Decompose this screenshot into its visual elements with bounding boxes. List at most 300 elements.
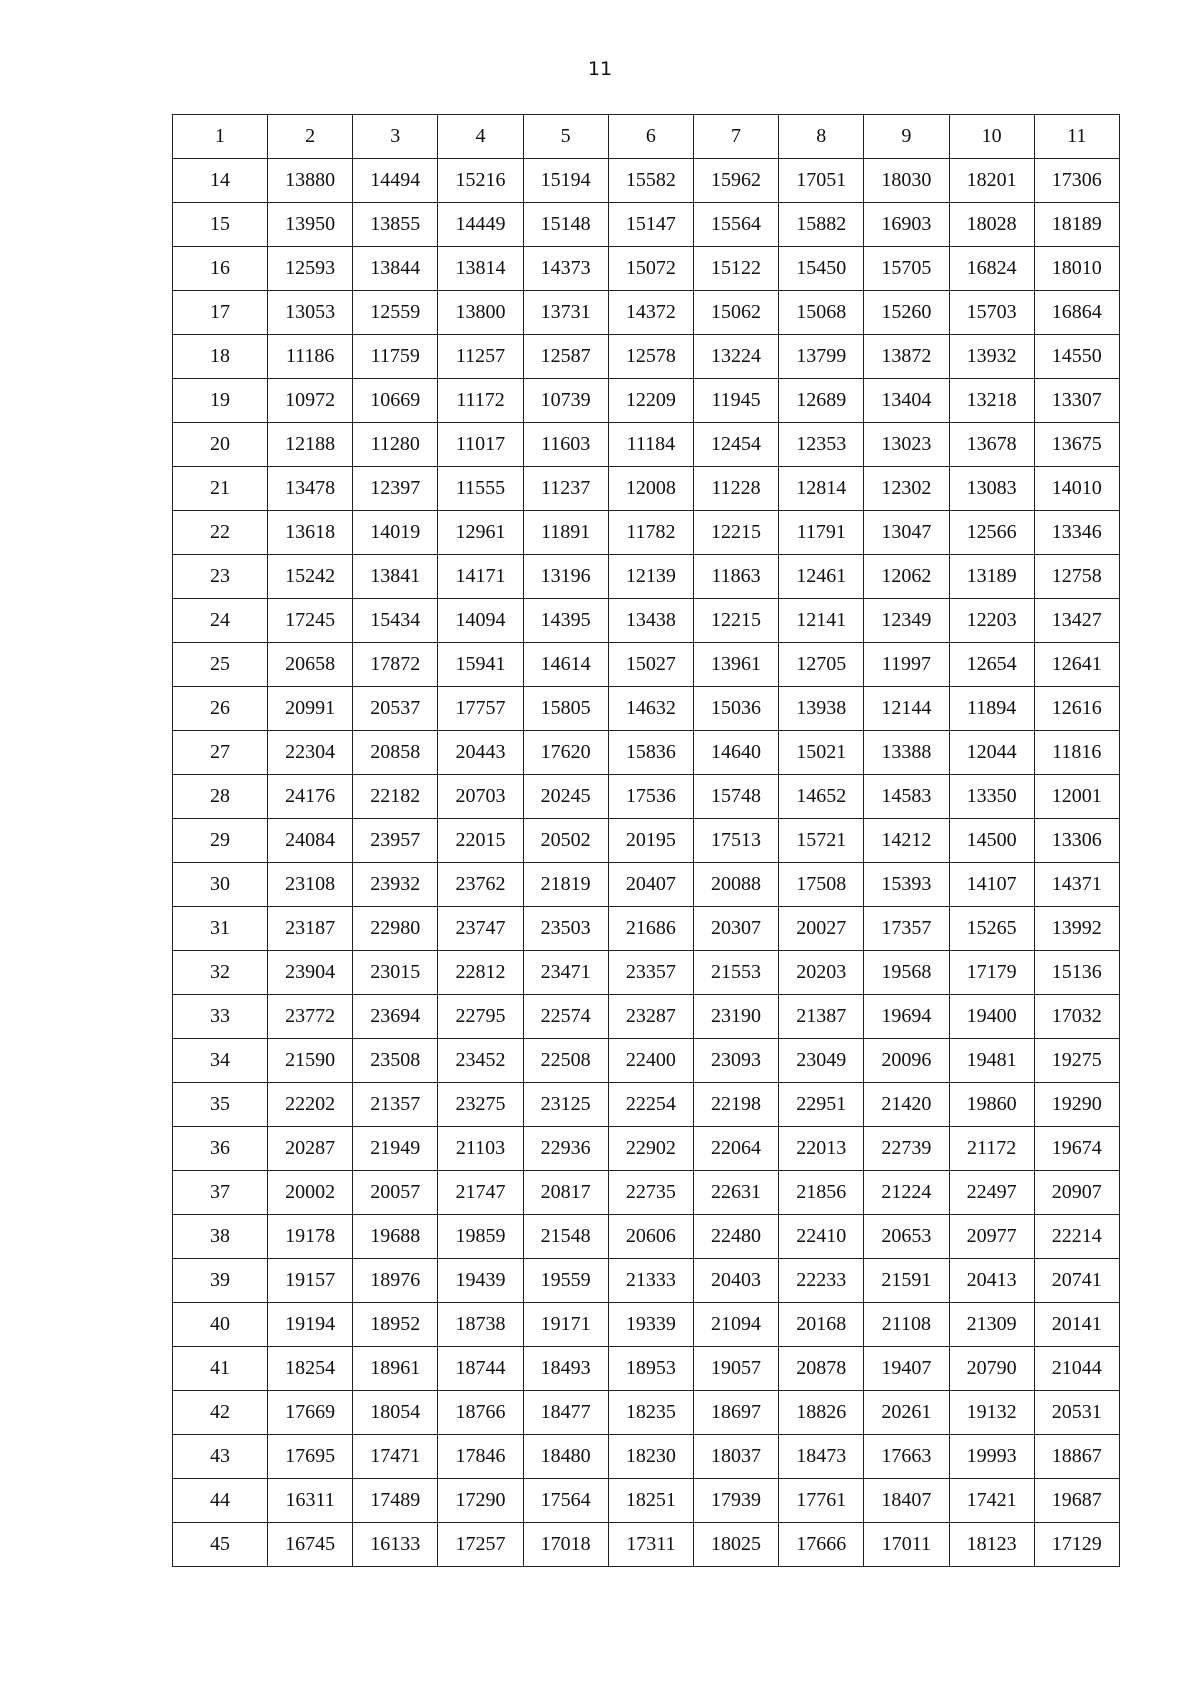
- table-cell: 20245: [523, 775, 608, 819]
- table-cell: 16311: [268, 1479, 353, 1523]
- table-cell: 15805: [523, 687, 608, 731]
- table-cell: 20977: [949, 1215, 1034, 1259]
- table-cell: 12008: [608, 467, 693, 511]
- table-row: [173, 511, 1120, 555]
- table-cell: 17666: [779, 1523, 864, 1567]
- table-cell: 22064: [693, 1127, 778, 1171]
- row-label-cell: 17: [173, 291, 268, 335]
- table-cell: 21548: [523, 1215, 608, 1259]
- table-cell: 14010: [1034, 467, 1119, 511]
- table-cell: 19400: [949, 995, 1034, 1039]
- table-cell: 23747: [438, 907, 523, 951]
- table-cell: 11791: [779, 511, 864, 555]
- table-cell: 21108: [864, 1303, 949, 1347]
- table-row: [173, 1215, 1120, 1259]
- table-cell: 11186: [268, 335, 353, 379]
- table-cell: 22400: [608, 1039, 693, 1083]
- table-cell: 12578: [608, 335, 693, 379]
- table-cell: 15941: [438, 643, 523, 687]
- row-label-cell: 15: [173, 203, 268, 247]
- row-label-cell: 41: [173, 1347, 268, 1391]
- table-cell: 22902: [608, 1127, 693, 1171]
- table-cell: 22304: [268, 731, 353, 775]
- table-cell: 14094: [438, 599, 523, 643]
- table-cell: 20413: [949, 1259, 1034, 1303]
- table-cell: 13023: [864, 423, 949, 467]
- table-cell: 23049: [779, 1039, 864, 1083]
- table-row: [173, 379, 1120, 423]
- table-cell: 11782: [608, 511, 693, 555]
- table-cell: 20658: [268, 643, 353, 687]
- table-cell: 18235: [608, 1391, 693, 1435]
- table-row: [173, 1171, 1120, 1215]
- table-cell: 18976: [353, 1259, 438, 1303]
- table-cell: 18030: [864, 159, 949, 203]
- table-cell: 12215: [693, 511, 778, 555]
- table-cell: 12141: [779, 599, 864, 643]
- table-cell: 10972: [268, 379, 353, 423]
- table-cell: 20195: [608, 819, 693, 863]
- table-cell: 22198: [693, 1083, 778, 1127]
- table-cell: 15450: [779, 247, 864, 291]
- table-cell: 18201: [949, 159, 1034, 203]
- row-label-cell: 24: [173, 599, 268, 643]
- table-row: [173, 1039, 1120, 1083]
- table-cell: 22497: [949, 1171, 1034, 1215]
- table-cell: 17421: [949, 1479, 1034, 1523]
- table-cell: 19275: [1034, 1039, 1119, 1083]
- table-cell: 20653: [864, 1215, 949, 1259]
- table-cell: 17564: [523, 1479, 608, 1523]
- table-cell: 15962: [693, 159, 778, 203]
- table-cell: 17311: [608, 1523, 693, 1567]
- table-row: [173, 731, 1120, 775]
- table-cell: 19290: [1034, 1083, 1119, 1127]
- table-cell: 15027: [608, 643, 693, 687]
- table-row: [173, 467, 1120, 511]
- table-cell: 17471: [353, 1435, 438, 1479]
- table-cell: 22574: [523, 995, 608, 1039]
- table-cell: 12689: [779, 379, 864, 423]
- table-cell: 14652: [779, 775, 864, 819]
- table-row: [173, 159, 1120, 203]
- table-cell: 22015: [438, 819, 523, 863]
- table-cell: 19674: [1034, 1127, 1119, 1171]
- table-cell: 18230: [608, 1435, 693, 1479]
- table-cell: 18953: [608, 1347, 693, 1391]
- table-cell: 20403: [693, 1259, 778, 1303]
- table-cell: 22951: [779, 1083, 864, 1127]
- table-cell: 23187: [268, 907, 353, 951]
- table-cell: 15072: [608, 247, 693, 291]
- table-cell: 15021: [779, 731, 864, 775]
- table-cell: 20790: [949, 1347, 1034, 1391]
- table-cell: 20741: [1034, 1259, 1119, 1303]
- table-row: [173, 907, 1120, 951]
- table-cell: 14494: [353, 159, 438, 203]
- table-cell: 11257: [438, 335, 523, 379]
- table-cell: 15062: [693, 291, 778, 335]
- header-row: [173, 115, 1120, 159]
- table-cell: 12215: [693, 599, 778, 643]
- row-label-cell: 26: [173, 687, 268, 731]
- table-cell: 13880: [268, 159, 353, 203]
- table-cell: 21591: [864, 1259, 949, 1303]
- table-cell: 12144: [864, 687, 949, 731]
- table-cell: 19132: [949, 1391, 1034, 1435]
- table-cell: 15148: [523, 203, 608, 247]
- table-row: [173, 687, 1120, 731]
- table-cell: 23015: [353, 951, 438, 995]
- table-cell: 22980: [353, 907, 438, 951]
- table-row: [173, 291, 1120, 335]
- table-cell: 21590: [268, 1039, 353, 1083]
- table-row: [173, 863, 1120, 907]
- row-label-cell: 22: [173, 511, 268, 555]
- table-cell: 12209: [608, 379, 693, 423]
- row-label-cell: 37: [173, 1171, 268, 1215]
- data-table: [172, 114, 1120, 1567]
- table-cell: 16745: [268, 1523, 353, 1567]
- table-row: [173, 1259, 1120, 1303]
- table-cell: 21553: [693, 951, 778, 995]
- table-cell: 12559: [353, 291, 438, 335]
- table-cell: 14395: [523, 599, 608, 643]
- table-row: [173, 819, 1120, 863]
- table-cell: 17018: [523, 1523, 608, 1567]
- table-cell: 19194: [268, 1303, 353, 1347]
- table-cell: 11816: [1034, 731, 1119, 775]
- table-cell: 19171: [523, 1303, 608, 1347]
- row-label-cell: 28: [173, 775, 268, 819]
- table-cell: 17129: [1034, 1523, 1119, 1567]
- table-cell: 13992: [1034, 907, 1119, 951]
- table-cell: 22182: [353, 775, 438, 819]
- table-cell: 21420: [864, 1083, 949, 1127]
- row-label-cell: 18: [173, 335, 268, 379]
- table-cell: 15836: [608, 731, 693, 775]
- table-cell: 19407: [864, 1347, 949, 1391]
- table-cell: 12203: [949, 599, 1034, 643]
- row-label-cell: 33: [173, 995, 268, 1039]
- table-cell: 21044: [1034, 1347, 1119, 1391]
- table-row: [173, 1523, 1120, 1567]
- column-header: 1: [173, 115, 268, 159]
- table-cell: 20168: [779, 1303, 864, 1347]
- table-cell: 15260: [864, 291, 949, 335]
- table-cell: 18025: [693, 1523, 778, 1567]
- table-row: [173, 247, 1120, 291]
- table-cell: 20531: [1034, 1391, 1119, 1435]
- table-cell: 15194: [523, 159, 608, 203]
- table-cell: 22214: [1034, 1215, 1119, 1259]
- table-cell: 13047: [864, 511, 949, 555]
- column-header: 9: [864, 115, 949, 159]
- table-cell: 21333: [608, 1259, 693, 1303]
- row-label-cell: 19: [173, 379, 268, 423]
- table-cell: 12062: [864, 555, 949, 599]
- table-cell: 18697: [693, 1391, 778, 1435]
- table-cell: 14500: [949, 819, 1034, 863]
- row-label-cell: 27: [173, 731, 268, 775]
- table-cell: 17306: [1034, 159, 1119, 203]
- table-cell: 17032: [1034, 995, 1119, 1039]
- table-cell: 15036: [693, 687, 778, 731]
- table-cell: 11759: [353, 335, 438, 379]
- table-cell: 17620: [523, 731, 608, 775]
- table-cell: 15147: [608, 203, 693, 247]
- row-label-cell: 34: [173, 1039, 268, 1083]
- table-cell: 13855: [353, 203, 438, 247]
- table-cell: 13306: [1034, 819, 1119, 863]
- table-cell: 20141: [1034, 1303, 1119, 1347]
- table-cell: 20088: [693, 863, 778, 907]
- table-cell: 17939: [693, 1479, 778, 1523]
- table-cell: 12593: [268, 247, 353, 291]
- table-cell: 23932: [353, 863, 438, 907]
- table-cell: 13438: [608, 599, 693, 643]
- table-cell: 17846: [438, 1435, 523, 1479]
- row-label-cell: 40: [173, 1303, 268, 1347]
- table-cell: 13932: [949, 335, 1034, 379]
- table-cell: 21949: [353, 1127, 438, 1171]
- table-cell: 19860: [949, 1083, 1034, 1127]
- table-cell: 11017: [438, 423, 523, 467]
- table-cell: 18407: [864, 1479, 949, 1523]
- table-cell: 18473: [779, 1435, 864, 1479]
- table-cell: 11603: [523, 423, 608, 467]
- table-cell: 21387: [779, 995, 864, 1039]
- table-cell: 18054: [353, 1391, 438, 1435]
- table-cell: 14372: [608, 291, 693, 335]
- table-cell: 14583: [864, 775, 949, 819]
- table-cell: 10669: [353, 379, 438, 423]
- table-cell: 13196: [523, 555, 608, 599]
- table-cell: 14640: [693, 731, 778, 775]
- table-cell: 22508: [523, 1039, 608, 1083]
- table-cell: 16903: [864, 203, 949, 247]
- table-cell: 14019: [353, 511, 438, 555]
- table-cell: 20096: [864, 1039, 949, 1083]
- table-cell: 12001: [1034, 775, 1119, 819]
- table-cell: 22812: [438, 951, 523, 995]
- table-cell: 11997: [864, 643, 949, 687]
- table-cell: 17663: [864, 1435, 949, 1479]
- table-cell: 22202: [268, 1083, 353, 1127]
- table-cell: 18477: [523, 1391, 608, 1435]
- table-cell: 22233: [779, 1259, 864, 1303]
- table-cell: 18744: [438, 1347, 523, 1391]
- row-label-cell: 23: [173, 555, 268, 599]
- table-cell: 22631: [693, 1171, 778, 1215]
- table-cell: 19993: [949, 1435, 1034, 1479]
- table-cell: 17051: [779, 159, 864, 203]
- table-cell: 12587: [523, 335, 608, 379]
- table-cell: 20907: [1034, 1171, 1119, 1215]
- table-cell: 13053: [268, 291, 353, 335]
- table-cell: 23503: [523, 907, 608, 951]
- table-cell: 24176: [268, 775, 353, 819]
- table-cell: 22795: [438, 995, 523, 1039]
- row-label-cell: 32: [173, 951, 268, 995]
- table-cell: 15393: [864, 863, 949, 907]
- table-cell: 11228: [693, 467, 778, 511]
- table-cell: 19178: [268, 1215, 353, 1259]
- table-cell: 23287: [608, 995, 693, 1039]
- table-cell: 19688: [353, 1215, 438, 1259]
- table-cell: 18480: [523, 1435, 608, 1479]
- table-cell: 13427: [1034, 599, 1119, 643]
- table-cell: 23190: [693, 995, 778, 1039]
- table-row: [173, 951, 1120, 995]
- table-cell: 21686: [608, 907, 693, 951]
- table-cell: 18037: [693, 1435, 778, 1479]
- table-cell: 15564: [693, 203, 778, 247]
- table-cell: 23471: [523, 951, 608, 995]
- table-cell: 20502: [523, 819, 608, 863]
- row-label-cell: 14: [173, 159, 268, 203]
- table-cell: 14212: [864, 819, 949, 863]
- table-cell: 11894: [949, 687, 1034, 731]
- table-row: [173, 1391, 1120, 1435]
- table-cell: 24084: [268, 819, 353, 863]
- table-row: [173, 995, 1120, 1039]
- row-label-cell: 21: [173, 467, 268, 511]
- table-cell: 17669: [268, 1391, 353, 1435]
- table-cell: 18189: [1034, 203, 1119, 247]
- row-label-cell: 29: [173, 819, 268, 863]
- table-row: [173, 775, 1120, 819]
- table-cell: 17761: [779, 1479, 864, 1523]
- table-cell: 12454: [693, 423, 778, 467]
- table-cell: 20287: [268, 1127, 353, 1171]
- row-label-cell: 36: [173, 1127, 268, 1171]
- row-label-cell: 45: [173, 1523, 268, 1567]
- row-label-cell: 31: [173, 907, 268, 951]
- table-row: [173, 1347, 1120, 1391]
- table-cell: 23275: [438, 1083, 523, 1127]
- table-cell: 14449: [438, 203, 523, 247]
- table-cell: 13731: [523, 291, 608, 335]
- table-cell: 23772: [268, 995, 353, 1039]
- table-cell: 13814: [438, 247, 523, 291]
- table-cell: 20443: [438, 731, 523, 775]
- table-cell: 19339: [608, 1303, 693, 1347]
- table-cell: 22735: [608, 1171, 693, 1215]
- table-cell: 12961: [438, 511, 523, 555]
- table-cell: 20537: [353, 687, 438, 731]
- table-row: [173, 1435, 1120, 1479]
- table-cell: 21357: [353, 1083, 438, 1127]
- table-cell: 15882: [779, 203, 864, 247]
- table-row: [173, 1127, 1120, 1171]
- table-cell: 21819: [523, 863, 608, 907]
- table-cell: 15705: [864, 247, 949, 291]
- table-cell: 20203: [779, 951, 864, 995]
- page-number: 11: [587, 58, 613, 80]
- table-row: [173, 423, 1120, 467]
- table-cell: 11863: [693, 555, 778, 599]
- table-cell: 23957: [353, 819, 438, 863]
- table-cell: 18028: [949, 203, 1034, 247]
- table-cell: 17257: [438, 1523, 523, 1567]
- table-cell: 12758: [1034, 555, 1119, 599]
- table-cell: 11237: [523, 467, 608, 511]
- table-cell: 12139: [608, 555, 693, 599]
- table-cell: 22739: [864, 1127, 949, 1171]
- table-cell: 23093: [693, 1039, 778, 1083]
- table-row: [173, 335, 1120, 379]
- table-cell: 13404: [864, 379, 949, 423]
- table-cell: 17536: [608, 775, 693, 819]
- table-cell: 11280: [353, 423, 438, 467]
- row-label-cell: 44: [173, 1479, 268, 1523]
- table-cell: 20261: [864, 1391, 949, 1435]
- table-cell: 19687: [1034, 1479, 1119, 1523]
- row-label-cell: 39: [173, 1259, 268, 1303]
- table-cell: 18251: [608, 1479, 693, 1523]
- table-cell: 13478: [268, 467, 353, 511]
- table-cell: 20002: [268, 1171, 353, 1215]
- table-cell: 19859: [438, 1215, 523, 1259]
- table-cell: 17695: [268, 1435, 353, 1479]
- row-label-cell: 16: [173, 247, 268, 291]
- table-cell: 17290: [438, 1479, 523, 1523]
- table-cell: 18123: [949, 1523, 1034, 1567]
- table-cell: 14614: [523, 643, 608, 687]
- table-cell: 15582: [608, 159, 693, 203]
- row-label-cell: 38: [173, 1215, 268, 1259]
- row-label-cell: 35: [173, 1083, 268, 1127]
- column-header: 7: [693, 115, 778, 159]
- table-cell: 19568: [864, 951, 949, 995]
- row-label-cell: 43: [173, 1435, 268, 1479]
- table-cell: 23694: [353, 995, 438, 1039]
- table-cell: 12188: [268, 423, 353, 467]
- table-cell: 17245: [268, 599, 353, 643]
- table-cell: 17489: [353, 1479, 438, 1523]
- column-header: 4: [438, 115, 523, 159]
- table-cell: 13950: [268, 203, 353, 247]
- table-cell: 20407: [608, 863, 693, 907]
- table-cell: 13083: [949, 467, 1034, 511]
- column-header: 6: [608, 115, 693, 159]
- table-cell: 13388: [864, 731, 949, 775]
- row-label-cell: 20: [173, 423, 268, 467]
- table-cell: 20858: [353, 731, 438, 775]
- table-cell: 20703: [438, 775, 523, 819]
- table-cell: 12814: [779, 467, 864, 511]
- table-cell: 13350: [949, 775, 1034, 819]
- table-cell: 23762: [438, 863, 523, 907]
- row-label-cell: 42: [173, 1391, 268, 1435]
- table-cell: 12566: [949, 511, 1034, 555]
- table-cell: 18493: [523, 1347, 608, 1391]
- column-header: 10: [949, 115, 1034, 159]
- table-cell: 13678: [949, 423, 1034, 467]
- table-cell: 12353: [779, 423, 864, 467]
- table-cell: 21309: [949, 1303, 1034, 1347]
- table-cell: 19057: [693, 1347, 778, 1391]
- table-cell: 11172: [438, 379, 523, 423]
- table-cell: 16133: [353, 1523, 438, 1567]
- table-cell: 19481: [949, 1039, 1034, 1083]
- table-cell: 20817: [523, 1171, 608, 1215]
- table-cell: 15216: [438, 159, 523, 203]
- table-cell: 14171: [438, 555, 523, 599]
- table-cell: 22013: [779, 1127, 864, 1171]
- table-cell: 15136: [1034, 951, 1119, 995]
